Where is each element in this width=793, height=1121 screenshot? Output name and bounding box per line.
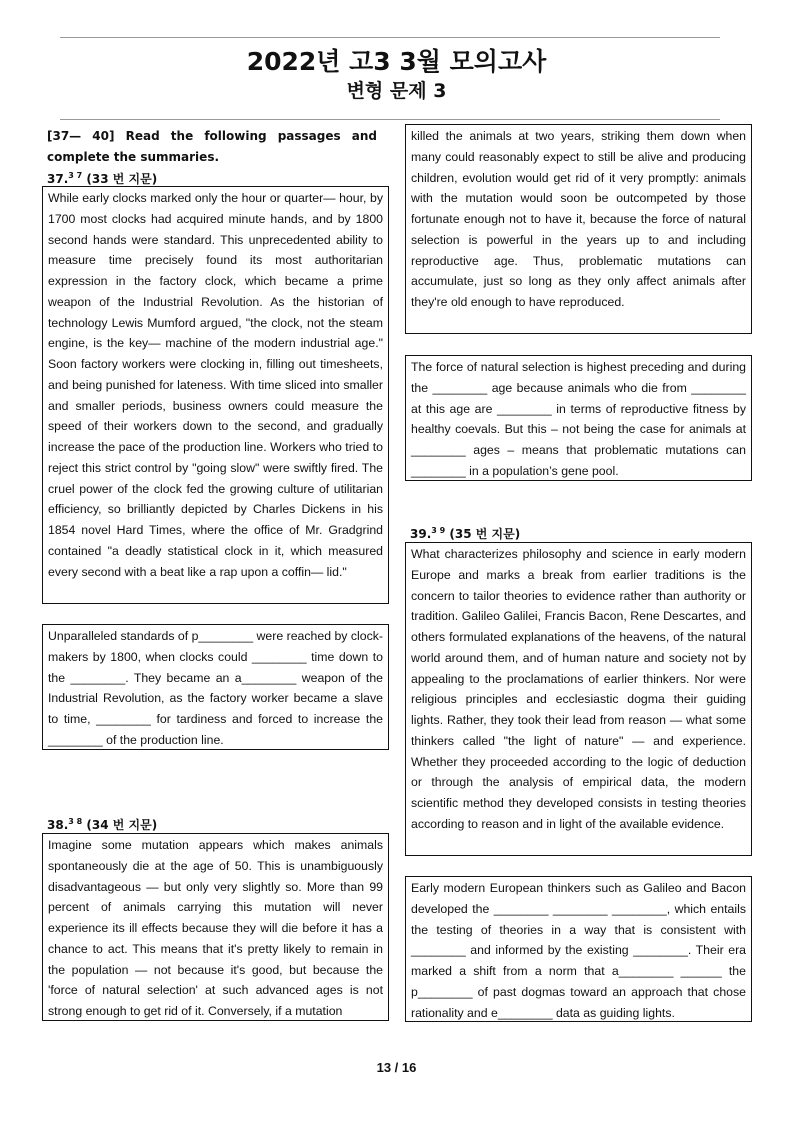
passage-38-part1: Imagine some mutation appears which makes animals spontaneously die at the age of 50. This is unambiguously disadvantageous — but only very slightly so. More than 99 percent of animals carrying this mutation will never experience its ill effects because they will die before it has a chance to act. This means that it's pretty likely to remain in the population — not because it's good, but because the 'force of natural selection' at such advanced ages is not strong enough to get rid of it. Conversely, if a mutation (42, 833, 389, 1021)
question-sup: 3 8 (68, 817, 83, 826)
question-number: 39. (410, 527, 432, 541)
summary-38: The force of natural selection is highest preceding and during the ________ age because animals who die from ________ at this age are ________ in terms of reproductive fitness by healthy coevals. But this – not being the case for animals at ________ ages – means that problematic mutations can ________ in a population’s gene pool. (405, 355, 752, 481)
question-number: 37. (47, 172, 69, 186)
instructions: [37— 40] Read the following passages and complete the summaries. (47, 129, 377, 164)
top-rule (60, 37, 720, 38)
question-source: (35 번 지문) (449, 527, 521, 541)
question-sup: 3 7 (68, 171, 83, 180)
passage-38-part2: killed the animals at two years, striking them down when many could reasonably expect to still be alive and producing children, evolution would get rid of it very promptly: animals with the mutation would soon be outcompeted by those fortunate enough not to have it, because the force of natural selection is powerful in the years up to and including reproductive age. Thus, problematic mutations can accumulate, just so long as they only affect animals after they're old enough to have reproduced. (405, 124, 752, 334)
summary-39: Early modern European thinkers such as Galileo and Bacon developed the ________ ________ ________, which entails the testing of theories in a way that is consistent with ________ and informed by the existing ________. Their era marked a shift from a norm that a________ ______ the p________ of past dogmas toward an approach that chose rationality and e________ data as guiding lights. (405, 876, 752, 1022)
page-subtitle: 변형 문제 3 (346, 80, 447, 102)
question-sup: 3 9 (431, 526, 446, 535)
question-number: 38. (47, 818, 69, 832)
passage-37: While early clocks marked only the hour or quarter— hour, by 1700 most clocks had acquired minute hands, and by 1800 second hands were standard. This unprecedented ability to measure time precisely found its most authoritarian expression in the factory clock, which became a prime weapon of the Industrial Revolution. As the historian of technology Lewis Mumford argued, "the clock, not the steam engine, is the key— machine of the modern industrial age." Soon factory workers were clocking in, filling out timesheets, and being punished for lateness. With time sliced into smaller and smaller periods, business owners could measure the speed of their workers down to the second, and gradually increase the pace of the production line. Workers who tried to reject this strict control by "going slow" were swiftly fired. The cruel power of the clock fed the growing culture of utilitarian efficiency, so brilliantly depicted by Charles Dickens in his 1854 novel Hard Times, where the office of Mr. Gradgrind contained "a deadly statistical clock in it, which measured every second with a beat like a rap upon a coffin— lid." (42, 186, 389, 604)
header-rule (60, 119, 720, 120)
question-source: (34 번 지문) (86, 818, 158, 832)
question-source: (33 번 지문) (86, 172, 158, 186)
page-title: 2022년 고3 3월 모의고사 (246, 47, 547, 76)
summary-37: Unparalleled standards of p________ were reached by clock-makers by 1800, when clocks could ________ time down to the ________. They became an a________ weapon of the Industrial Revolution, as the factory worker became a slave to time, ________ for tardiness and forced to increase the ________ of the production line. (42, 624, 389, 750)
passage-39: What characterizes philosophy and science in early modern Europe and marks a break from earlier traditions is the concern to tailor theories to evidence rather than authority or tradition. Galileo Galilei, Francis Bacon, Rene Descartes, and others formulated explanations of the heavens, of the natural world around them, and of human nature and society not by appealing to the proclamations of earlier thinkers. Nor were religious principles and ecclesiastic dogma their guiding lights. Rather, they took their lead from reason — what some thinkers called "the light of nature" — and experience. Whether they proceeded according to the logic of deduction or through the analysis of empirical data, the modern scientific method they developed consists in testing theories according to reason and in light of the available evidence. (405, 542, 752, 856)
page-number: 13 / 16 (376, 1060, 417, 1075)
